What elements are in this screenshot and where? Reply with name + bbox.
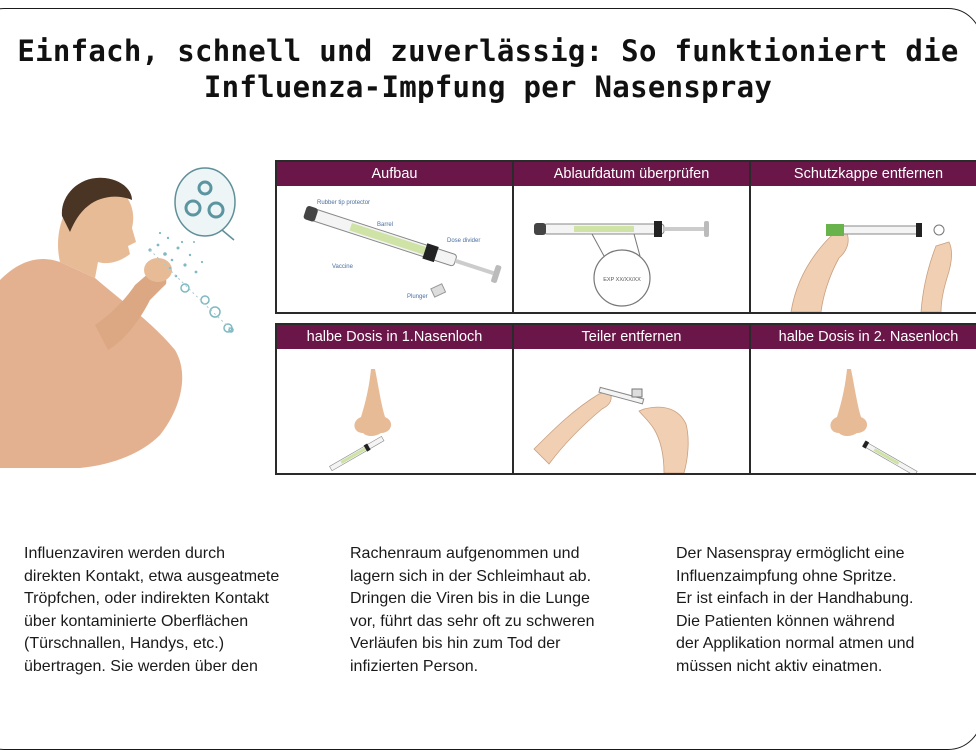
panel-title: halbe Dosis in 2. Nasenloch — [751, 325, 976, 349]
sneezing-person-illustration — [0, 150, 270, 470]
expiry-label: EXP XX/XX/XX — [603, 277, 641, 283]
label-plunger: Plunger — [407, 294, 428, 300]
body-text-column-2: Rachenraum aufgenommen und lagern sich in der Schleimhaut ab. Dringen die Viren bis in die Lunge vor, führt das sehr oft zu schweren Verläufen bis hin zum Tod der infizierten Person. — [350, 545, 595, 675]
step-panel-dosis-1 — [275, 323, 514, 475]
step-panel-ablaufdatum — [512, 160, 751, 314]
panel-title: halbe Dosis in 1.Nasenloch — [277, 325, 512, 349]
label-rubber: Rubber tip protector — [317, 200, 371, 206]
panel-title: Teiler entfernen — [514, 325, 749, 349]
panel-title: Schutzkappe entfernen — [751, 162, 976, 186]
label-vaccine: Vaccine — [332, 264, 353, 270]
syringe-diagram — [277, 186, 512, 312]
label-dose: Dose divider — [447, 238, 481, 244]
nose-spray-illustration — [277, 349, 512, 473]
step-panel-schutzkappe — [749, 160, 976, 314]
panel-title: Ablaufdatum überprüfen — [514, 162, 749, 186]
body-text-column-1: Influenzaviren werden durch direkten Kontakt, etwa ausgeatmete Tröpfchen, oder indirekten Kontakt über kontaminierte Oberflächen (Türschnallen, Handys, etc.) übertragen. Sie werden über den — [24, 545, 280, 675]
nose-spray-illustration — [751, 349, 976, 473]
expiry-check-diagram — [514, 186, 749, 312]
body-text-column-3: Der Nasenspray ermöglicht eine Influenzaimpfung ohne Spritze. Er ist einfach in der Handhabung. Die Patienten können während der Applikation normal atmen und müssen nicht aktiv einatmen. — [676, 545, 915, 675]
step-panel-dosis-2 — [749, 323, 976, 475]
page-title: Einfach, schnell und zuverlässig: So funktioniert die Influenza-Impfung per Nasenspray — [17, 34, 959, 104]
label-barrel: Barrel — [377, 222, 394, 228]
step-panel-teiler — [512, 323, 751, 475]
remove-cap-illustration — [751, 186, 976, 312]
panel-title: Aufbau — [277, 162, 512, 186]
step-panel-aufbau — [275, 160, 514, 314]
remove-divider-illustration — [514, 349, 749, 473]
